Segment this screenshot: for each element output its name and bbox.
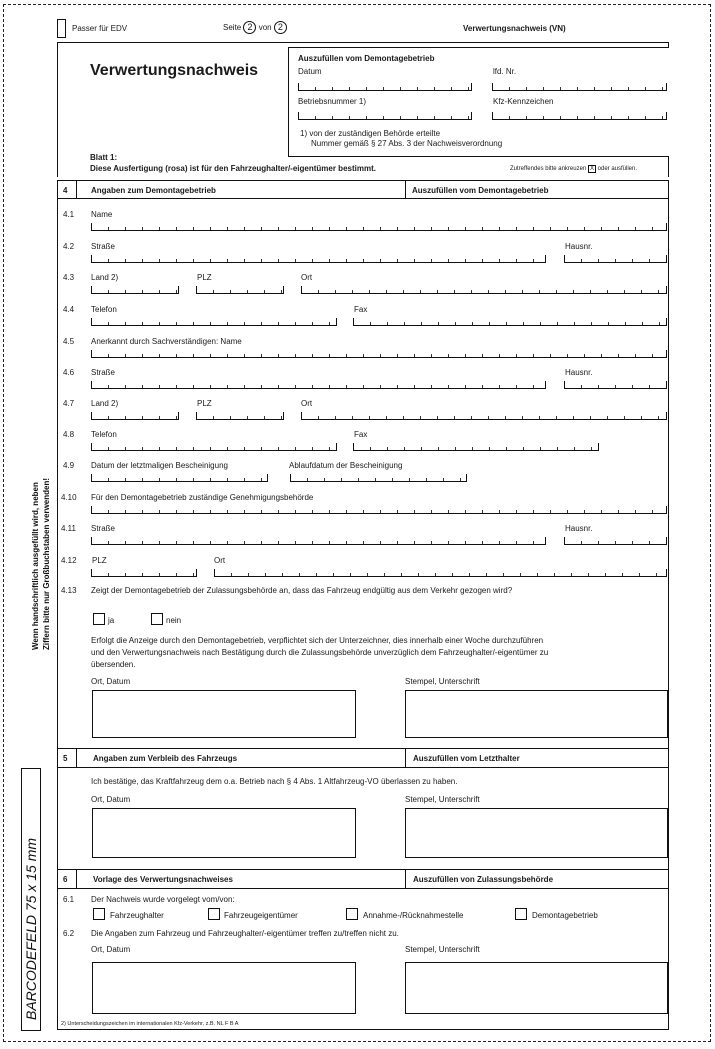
ja-label: ja <box>108 616 115 625</box>
ort-datum-label: Ort, Datum <box>91 945 131 954</box>
vorgelegt-label: Der Nachweis wurde vorgelegt vom/von: <box>91 895 235 904</box>
ablaufdatum-field[interactable] <box>290 474 467 482</box>
plz-label: PLZ <box>197 273 212 282</box>
obligation-text-1: Erfolgt die Anzeige durch den Demontagebetrieb, verpflichtet sich der Unterzeichner, dies innerhalb einer Woche durchzuführen <box>91 636 544 645</box>
hausnr-field[interactable] <box>564 537 667 545</box>
name-field[interactable] <box>91 223 667 231</box>
page-indicator <box>223 21 287 34</box>
barcode-label: BARCODEFELD 75 x 15 mm <box>23 837 39 1020</box>
fax-field[interactable] <box>353 318 667 326</box>
page-title: Verwertungsnachweis <box>90 62 259 79</box>
row-num: 6.2 <box>63 929 75 938</box>
passer-label: Passer für EDV <box>72 24 128 33</box>
fax-field[interactable] <box>353 443 599 451</box>
obligation-text-3: übersenden. <box>91 660 136 669</box>
fax-label: Fax <box>354 430 368 439</box>
stempel-box[interactable] <box>405 962 668 1014</box>
page-current: 2 <box>243 21 256 34</box>
section6-num-divider <box>76 869 77 888</box>
row-num: 4.12 <box>61 556 77 565</box>
page-total: 2 <box>274 21 287 34</box>
instruction-pre: Zutreffendes bitte ankreuzen <box>510 166 587 172</box>
demontagebetrieb-label: Demontagebetrieb <box>532 911 598 920</box>
section6-top-line <box>57 869 669 870</box>
letzte-bescheinigung-label: Datum der letztmaligen Bescheinigung <box>91 461 228 470</box>
hausnr-field[interactable] <box>564 255 667 263</box>
obligation-text-2: und den Verwertungsnachweis nach Bestätigung durch die Zulassungsbehörde unverzüglich dem Fahrzeughalter/-eigentümer zu <box>91 648 549 657</box>
section5-number: 5 <box>63 754 68 763</box>
hausnr-label: Hausnr. <box>565 524 593 533</box>
row-num: 4.2 <box>63 242 75 251</box>
ja-checkbox[interactable] <box>93 613 105 625</box>
ort-datum-box[interactable] <box>92 808 356 858</box>
stempel-label: Stempel, Unterschrift <box>405 677 480 686</box>
ort-datum-label: Ort, Datum <box>91 677 131 686</box>
section4-right-title: Auszufüllen vom Demontagebetrieb <box>412 186 549 195</box>
kfz-kennzeichen-field[interactable] <box>492 112 667 120</box>
nein-checkbox[interactable] <box>151 613 163 625</box>
section5-bottom-line <box>57 767 669 768</box>
sachverstaendiger-field[interactable] <box>91 350 667 358</box>
land-label: Land 2) <box>91 399 119 408</box>
datum-field[interactable] <box>298 83 472 91</box>
betriebsnummer-label: Betriebsnummer 1) <box>298 97 367 106</box>
instruction-mark: X <box>589 166 594 172</box>
ort-label: Ort <box>214 556 226 565</box>
genehmigungsbehoerde-field[interactable] <box>91 506 667 514</box>
row-num: 4.5 <box>63 337 75 346</box>
hausnr-field[interactable] <box>564 381 667 389</box>
annahmestelle-label: Annahme-/Rücknahmestelle <box>363 911 464 920</box>
side-note-line-2: Ziffern bitte nur Großbuchstaben verwenden! <box>42 477 51 650</box>
name-label: Name <box>91 210 113 219</box>
stempel-label: Stempel, Unterschrift <box>405 795 480 804</box>
instruction-text <box>510 165 637 173</box>
betriebsnummer-field[interactable] <box>298 112 472 120</box>
strasse-label: Straße <box>91 242 116 251</box>
telefon-label: Telefon <box>91 430 117 439</box>
row-num: 6.1 <box>63 895 75 904</box>
ort-field[interactable] <box>214 569 667 577</box>
fill-box-footnote-1: 1) von der zuständigen Behörde erteilte <box>300 129 441 138</box>
section5-title-divider <box>405 748 406 767</box>
lfd-nr-label: lfd. Nr. <box>493 67 517 76</box>
genehmigungsbehoerde-label: Für den Demontagebetrieb zuständige Genehmigungsbehörde <box>91 493 314 502</box>
hausnr-label: Hausnr. <box>565 242 593 251</box>
page-prefix: Seite <box>223 23 242 32</box>
instruction-post: oder ausfüllen. <box>597 166 638 172</box>
fahrzeughalter-label: Fahrzeughalter <box>110 911 164 920</box>
row-num: 4.7 <box>63 399 75 408</box>
fill-box-footnote-2: Nummer gemäß § 27 Abs. 3 der Nachweisverordnung <box>311 139 503 148</box>
row-num: 4.8 <box>63 430 75 439</box>
plz-label: PLZ <box>92 556 107 565</box>
section5-right-title: Auszufüllen vom Letzthalter <box>413 754 520 763</box>
strasse-label: Straße <box>91 368 116 377</box>
uebergabe-confirmation: Ich bestätige, das Kraftfahrzeug dem o.a. Betrieb nach § 4 Abs. 1 Altfahrzeug-VO überlassen zu haben. <box>91 777 458 786</box>
plz-field[interactable] <box>91 569 197 577</box>
telefon-label: Telefon <box>91 305 117 314</box>
lfd-nr-field[interactable] <box>492 83 667 91</box>
section4-top-line <box>57 180 669 181</box>
ort-datum-box[interactable] <box>92 690 356 738</box>
fahrzeugeigentuemer-checkbox[interactable] <box>208 908 220 920</box>
hausnr-label: Hausnr. <box>565 368 593 377</box>
ort-label: Ort <box>301 399 313 408</box>
blatt-text: Diese Ausfertigung (rosa) ist für den Fahrzeughalter/-eigentümer bestimmt. <box>90 164 376 173</box>
section6-right-title: Auszufüllen von Zulassungsbehörde <box>413 875 554 884</box>
nein-label: nein <box>166 616 182 625</box>
section5-title: Angaben zum Verbleib des Fahrzeugs <box>93 754 238 763</box>
ablaufdatum-label: Ablaufdatum der Bescheinigung <box>289 461 403 470</box>
row-num: 4.13 <box>61 586 77 595</box>
land-field[interactable] <box>91 412 179 420</box>
doc-type: Verwertungsnachweis (VN) <box>463 24 566 33</box>
blatt-label: Blatt 1: <box>90 153 118 162</box>
angaben-zutreffend-label: Die Angaben zum Fahrzeug und Fahrzeughalter/-eigentümer treffen zu/treffen nicht zu. <box>91 929 399 938</box>
strasse-field[interactable] <box>91 381 546 389</box>
anzeige-question: Zeigt der Demontagebetrieb der Zulassungsbehörde an, dass das Fahrzeug endgültig aus dem Verkehr gezogen wird? <box>91 586 513 595</box>
annahmestelle-checkbox[interactable] <box>346 908 358 920</box>
footnote-country-codes: 2) Unterscheidungszeichen im internationalen Kfz-Verkehr, z.B. NL F B A <box>61 1021 239 1027</box>
section6-bottom-line <box>57 888 669 889</box>
section4-title: Angaben zum Demontagebetrieb <box>91 186 216 195</box>
ort-datum-label: Ort, Datum <box>91 795 131 804</box>
sachverstaendiger-label: Anerkannt durch Sachverständigen: Name <box>91 337 242 346</box>
section6-title: Vorlage des Verwertungsnachweises <box>93 875 233 884</box>
section6-number: 6 <box>63 875 68 884</box>
strasse-field[interactable] <box>91 537 546 545</box>
fahrzeugeigentuemer-label: Fahrzeugeigentümer <box>224 911 298 920</box>
section5-num-divider <box>76 748 77 767</box>
stempel-box[interactable] <box>405 808 668 858</box>
section4-number: 4 <box>63 186 68 195</box>
section5-top-line <box>57 748 669 749</box>
strasse-field[interactable] <box>91 255 546 263</box>
strasse-label: Straße <box>91 524 116 533</box>
passer-box <box>57 19 66 38</box>
letzte-bescheinigung-field[interactable] <box>91 474 268 482</box>
ort-label: Ort <box>301 273 313 282</box>
row-num: 4.9 <box>63 461 75 470</box>
section6-title-divider <box>405 869 406 888</box>
row-num: 4.11 <box>61 524 76 533</box>
row-num: 4.6 <box>63 368 75 377</box>
datum-label: Datum <box>298 67 322 76</box>
section4-num-divider <box>76 180 77 198</box>
side-note-line-1: Wenn handschriftlich ausgefüllt wird, neben <box>31 482 40 650</box>
ort-field[interactable] <box>301 412 667 420</box>
row-num: 4.10 <box>61 493 77 502</box>
stempel-label: Stempel, Unterschrift <box>405 945 480 954</box>
side-note <box>30 478 52 650</box>
ort-field[interactable] <box>301 286 667 294</box>
row-num: 4.3 <box>63 273 75 282</box>
page-mid: von <box>258 23 272 32</box>
section4-bottom-line <box>57 198 669 199</box>
plz-label: PLZ <box>197 399 212 408</box>
ort-datum-box[interactable] <box>92 962 356 1014</box>
telefon-field[interactable] <box>91 443 337 451</box>
row-num: 4.1 <box>63 210 75 219</box>
kfz-kennzeichen-label: Kfz-Kennzeichen <box>493 97 554 106</box>
section4-title-divider <box>405 180 406 198</box>
plz-field[interactable] <box>196 286 284 294</box>
fax-label: Fax <box>354 305 368 314</box>
land-field[interactable] <box>91 286 179 294</box>
fahrzeughalter-checkbox[interactable] <box>93 908 105 920</box>
stempel-box[interactable] <box>405 690 668 738</box>
demontagebetrieb-checkbox[interactable] <box>515 908 527 920</box>
land-label: Land 2) <box>91 273 119 282</box>
fill-box-heading: Auszufüllen vom Demontagebetrieb <box>298 54 435 63</box>
row-num: 4.4 <box>63 305 75 314</box>
plz-field[interactable] <box>196 412 284 420</box>
telefon-field[interactable] <box>91 318 337 326</box>
